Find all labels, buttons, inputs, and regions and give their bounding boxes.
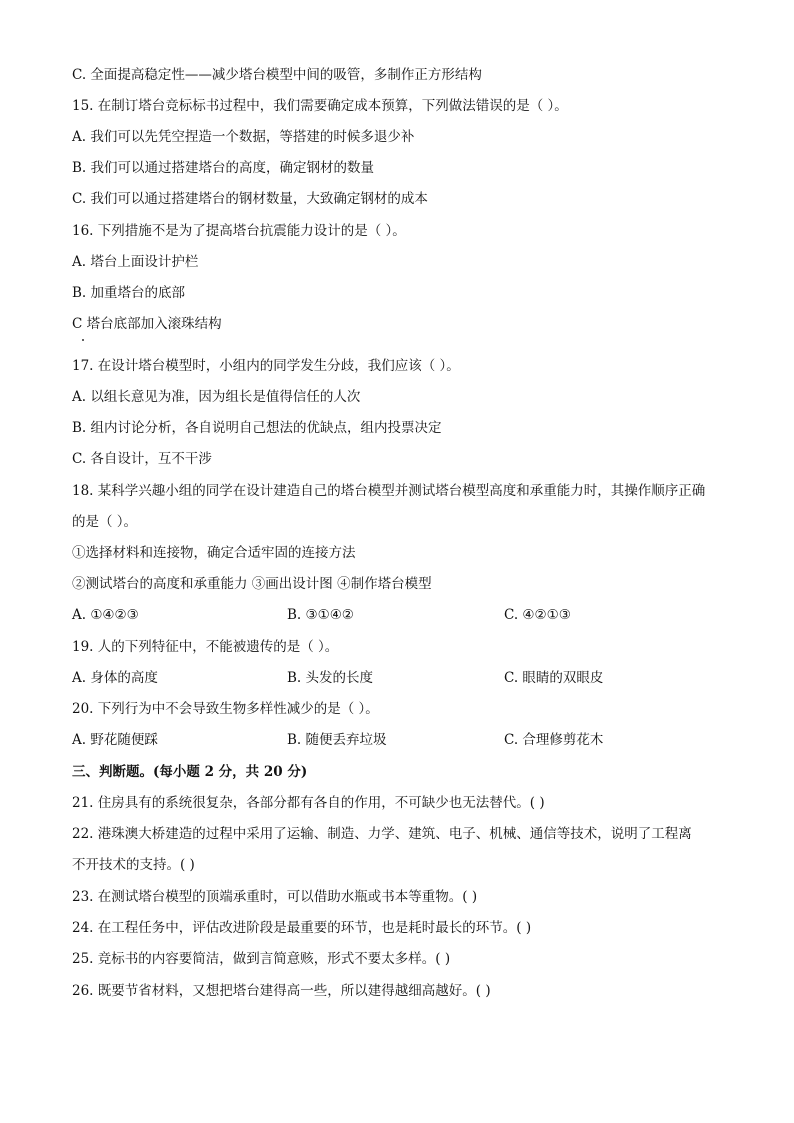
- q16-option-b: B. 加重塔台的底部: [72, 285, 186, 301]
- q15-option-a: A. 我们可以先凭空捏造一个数据，等搭建的时候多退少补: [72, 129, 415, 145]
- q20-option-c: C. 合理修剪花木: [504, 732, 604, 748]
- question-23: 23. 在测试塔台模型的顶端承重时，可以借助水瓶或书本等重物。( ): [72, 889, 478, 905]
- question-22-continued: 不开技术的支持。( ): [72, 857, 195, 873]
- question-24: 24. 在工程任务中，评估改进阶段是最重要的环节，也是耗时最长的环节。( ): [72, 920, 532, 936]
- question-19: 19. 人的下列特征中，不能被遗传的是（ ）。: [72, 639, 339, 655]
- q19-options: [72, 669, 732, 687]
- question-22: 22. 港珠澳大桥建造的过程中采用了运输、制造、力学、建筑、电子、机械、通信等技术，说明了工程离: [72, 826, 692, 842]
- question-16: 16. 下列措施不是为了提高塔台抗震能力设计的是（ ）。: [72, 223, 406, 239]
- question-21: 21. 住房具有的系统很复杂，各部分都有各自的作用，不可缺少也无法替代。( ): [72, 795, 545, 811]
- question-18: 18. 某科学兴趣小组的同学在设计建造自己的塔台模型并测试塔台模型高度和承重能力时，其操作顺序正确: [72, 483, 706, 499]
- section-3-heading: 三、判断题。(每小题 2 分，共 20 分): [72, 764, 308, 780]
- q15-option-c: C. 我们可以通过搭建塔台的钢材数量，大致确定钢材的成本: [72, 191, 428, 207]
- q18-options: [72, 606, 732, 624]
- question-20: 20. 下列行为中不会导致生物多样性减少的是（ ）。: [72, 701, 379, 717]
- q14-option-c: C. 全面提高稳定性——减少塔台模型中间的吸管，多制作正方形结构: [72, 67, 482, 83]
- question-15: 15. 在制订塔台竞标标书过程中，我们需要确定成本预算，下列做法错误的是（ ）。: [72, 98, 568, 114]
- q18-option-c: C. ④②①③: [504, 607, 571, 623]
- q19-option-b: B. 头发的长度: [287, 670, 374, 686]
- q20-options: [72, 731, 732, 749]
- question-18-continued: 的是（ ）。: [72, 514, 138, 530]
- q18-option-b: B. ③①④②: [287, 607, 354, 623]
- q15-option-b: B. 我们可以通过搭建塔台的高度，确定钢材的数量: [72, 160, 375, 176]
- q17-option-c: C. 各自设计，互不干涉: [72, 451, 212, 467]
- q18-option-a: A. ①④②③: [72, 607, 139, 623]
- question-26: 26. 既要节省材料，又想把塔台建得高一些，所以建得越细高越好。( ): [72, 983, 491, 999]
- q16-option-a: A. 塔台上面设计护栏: [72, 254, 199, 270]
- q18-step-1: ①选择材料和连接物，确定合适牢固的连接方法: [72, 545, 356, 561]
- q19-option-c: C. 眼睛的双眼皮: [504, 670, 604, 686]
- q20-option-a: A. 野花随便踩: [72, 732, 158, 748]
- stray-dot: [82, 339, 84, 341]
- q17-option-b: B. 组内讨论分析，各自说明自己想法的优缺点，组内投票决定: [72, 420, 442, 436]
- question-25: 25. 竞标书的内容要简洁，做到言简意赅，形式不要太多样。( ): [72, 951, 451, 967]
- q20-option-b: B. 随便丢弃垃圾: [287, 732, 387, 748]
- question-17: 17. 在设计塔台模型时，小组内的同学发生分歧，我们应该（ ）。: [72, 358, 460, 374]
- q17-option-a: A. 以组长意见为准，因为组长是值得信任的人次: [72, 389, 361, 405]
- q16-option-c: C 塔台底部加入滚珠结构: [72, 316, 222, 332]
- q18-steps-2-4: ②测试塔台的高度和承重能力 ③画出设计图 ④制作塔台模型: [72, 576, 432, 592]
- q19-option-a: A. 身体的高度: [72, 670, 158, 686]
